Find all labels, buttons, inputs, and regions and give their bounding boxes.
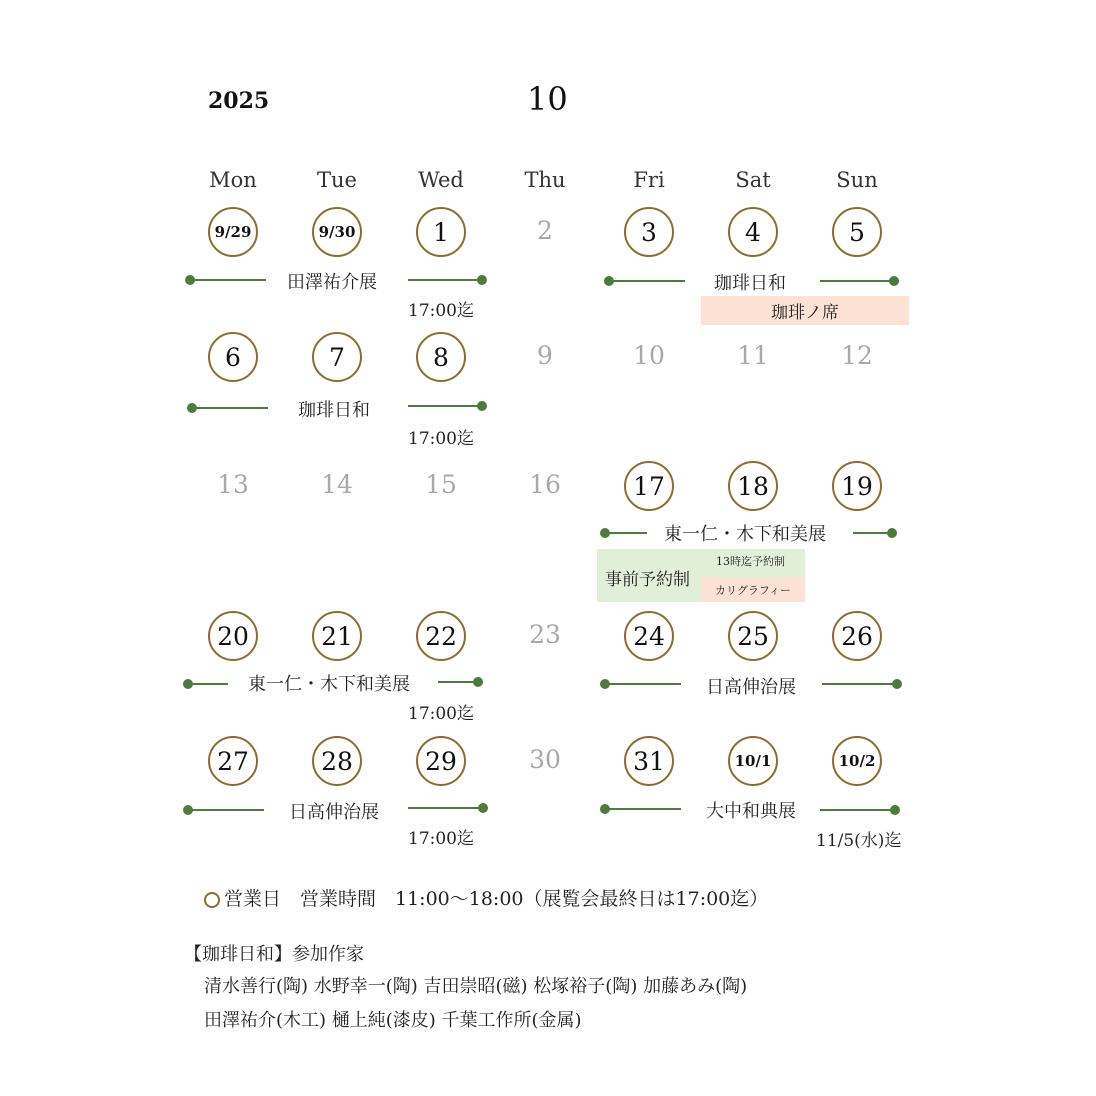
- year-label: 2025: [208, 88, 270, 114]
- day-circle-25[interactable]: 25: [728, 611, 778, 661]
- closed-day-11: 11: [737, 341, 769, 370]
- event-line: [408, 807, 484, 809]
- event-line: [192, 407, 268, 409]
- day-circle-3[interactable]: 3: [624, 207, 674, 257]
- day-circle-17[interactable]: 17: [624, 461, 674, 511]
- day-circle-1[interactable]: 1: [416, 207, 466, 257]
- event-line: [605, 532, 647, 534]
- day-circle-28[interactable]: 28: [312, 736, 362, 786]
- event-line: [609, 280, 685, 282]
- day-circle-9-29[interactable]: 9/29: [208, 207, 258, 257]
- event-end-dot: [477, 401, 487, 411]
- weekday-wed: Wed: [418, 168, 464, 192]
- until-label: 17:00迄: [408, 429, 474, 449]
- day-circle-8[interactable]: 8: [416, 332, 466, 382]
- closed-day-10: 10: [633, 341, 665, 370]
- until-label: 17:00迄: [408, 704, 474, 724]
- closed-day-30: 30: [529, 745, 561, 774]
- closed-day-15: 15: [425, 470, 457, 499]
- reservation-label: 事前予約制: [605, 570, 690, 590]
- event-label-tazawa: 田澤祐介展: [287, 272, 377, 293]
- weekday-mon: Mon: [209, 168, 257, 192]
- closed-day-14: 14: [321, 470, 353, 499]
- day-circle-4[interactable]: 4: [728, 207, 778, 257]
- day-circle-5[interactable]: 5: [832, 207, 882, 257]
- closed-day-9: 9: [537, 341, 553, 370]
- closed-day-13: 13: [217, 470, 249, 499]
- event-line: [605, 808, 681, 810]
- event-end-dot: [892, 679, 902, 689]
- event-line: [820, 809, 896, 811]
- day-circle-21[interactable]: 21: [312, 611, 362, 661]
- closed-day-12: 12: [841, 341, 873, 370]
- event-line: [408, 405, 482, 407]
- day-circle-24[interactable]: 24: [624, 611, 674, 661]
- event-line: [190, 279, 266, 281]
- event-end-dot: [473, 677, 483, 687]
- until-label: 17:00迄: [408, 301, 474, 321]
- coffee-seat-box: 珈琲ノ席: [701, 296, 909, 325]
- event-end-dot: [478, 803, 488, 813]
- weekday-thu: Thu: [524, 168, 566, 192]
- day-circle-19[interactable]: 19: [832, 461, 882, 511]
- weekday-sat: Sat: [735, 168, 771, 192]
- event-label-coffee: 珈琲日和: [714, 273, 786, 294]
- until-label: 17:00迄: [408, 829, 474, 849]
- closed-day-16: 16: [529, 470, 561, 499]
- artists-heading: 【珈琲日和】参加作家: [184, 944, 364, 965]
- day-circle-29[interactable]: 29: [416, 736, 466, 786]
- event-line: [822, 683, 898, 685]
- event-end-dot: [890, 805, 900, 815]
- day-circle-10-1[interactable]: 10/1: [728, 736, 778, 786]
- day-circle-26[interactable]: 26: [832, 611, 882, 661]
- closed-day-2: 2: [537, 216, 553, 245]
- legend-text: 営業日 営業時間 11:00〜18:00（展覧会最終日は17:00迄）: [224, 888, 769, 910]
- day-circle-6[interactable]: 6: [208, 332, 258, 382]
- event-line: [188, 809, 264, 811]
- artists-line-1: 清水善行(陶) 水野幸一(陶) 吉田崇昭(磁) 松塚裕子(陶) 加藤あみ(陶): [204, 976, 748, 997]
- until-label-11-5: 11/5(水)迄: [816, 831, 902, 851]
- event-label-higashi: 東一仁・木下和美展: [248, 674, 410, 695]
- day-circle-31[interactable]: 31: [624, 736, 674, 786]
- event-end-dot: [887, 528, 897, 538]
- day-circle-22[interactable]: 22: [416, 611, 466, 661]
- month-label: 10: [527, 80, 568, 118]
- day-circle-20[interactable]: 20: [208, 611, 258, 661]
- weekday-fri: Fri: [633, 168, 665, 192]
- event-end-dot: [477, 275, 487, 285]
- event-label-hidaka: 日高伸治展: [706, 677, 796, 698]
- calligraphy-box: カリグラフィー: [701, 577, 805, 602]
- weekday-sun: Sun: [836, 168, 878, 192]
- event-end-dot: [889, 276, 899, 286]
- day-circle-7[interactable]: 7: [312, 332, 362, 382]
- day-circle-18[interactable]: 18: [728, 461, 778, 511]
- event-line: [605, 683, 681, 685]
- event-label-higashi: 東一仁・木下和美展: [664, 524, 826, 545]
- event-label-coffee: 珈琲日和: [298, 400, 370, 421]
- event-label-onaka: 大中和典展: [706, 801, 796, 822]
- closed-day-23: 23: [529, 620, 561, 649]
- event-line: [408, 279, 482, 281]
- day-circle-10-2[interactable]: 10/2: [832, 736, 882, 786]
- event-line: [438, 681, 478, 683]
- event-line: [188, 683, 228, 685]
- artists-line-2: 田澤祐介(木工) 樋上純(漆皮) 千葉工作所(金属): [204, 1010, 582, 1031]
- business-hours-legend: [204, 884, 768, 911]
- day-circle-9-30[interactable]: 9/30: [312, 207, 362, 257]
- event-label-hidaka: 日高伸治展: [289, 802, 379, 823]
- weekday-tue: Tue: [317, 168, 357, 192]
- day-circle-27[interactable]: 27: [208, 736, 258, 786]
- reservation-note: 13時迄予約制: [716, 555, 785, 568]
- event-line: [820, 280, 894, 282]
- open-day-circle-icon: [204, 892, 220, 908]
